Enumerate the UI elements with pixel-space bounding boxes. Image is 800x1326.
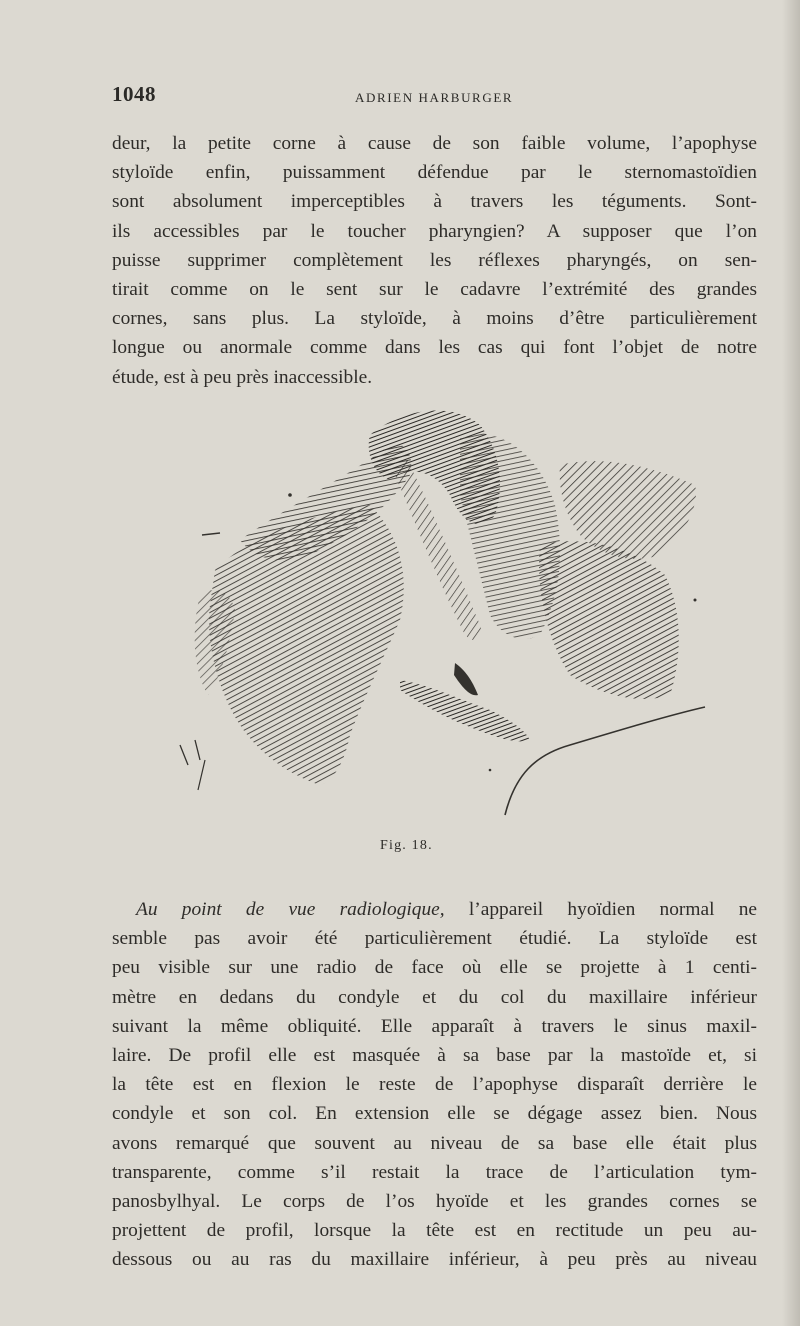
contour-line xyxy=(505,707,705,815)
text-line: la tête est en flexion le reste de l’apophyse disparaît derrière le xyxy=(112,1074,757,1096)
text-line: étude, est à peu près inaccessible. xyxy=(112,366,373,388)
italic-lead: Au point de vue radiologique, xyxy=(136,899,445,920)
text-line: cornes, sans plus. La styloïde, à moins d’être particulièrement xyxy=(112,308,757,330)
text-line: suivant la même obliquité. Elle apparaît à travers le sinus maxil- xyxy=(112,1015,757,1037)
text-line: dessous ou au ras du maxillaire inférieur, à peu près au niveau xyxy=(112,1249,757,1271)
lead-rest: l’appareil hyoïdien normal ne xyxy=(444,899,758,920)
text-line: transparente, comme s’il restait la trace de l’articulation tym- xyxy=(112,1161,757,1183)
figure-18-illustration xyxy=(160,395,710,825)
hatched-region-right-lower xyxy=(539,541,679,699)
text-line: deur, la petite corne à cause de son faible volume, l’apophyse xyxy=(112,133,757,154)
text-line: projettent de profil, lorsque la tête est en rectitude un peu au- xyxy=(112,1220,757,1242)
paragraph-2 xyxy=(112,895,757,1275)
text-line-first xyxy=(112,895,757,924)
page-number: 1048 xyxy=(112,82,156,106)
text-line: panosbylhyal. Le corps de l’os hyoïde et les grandes cornes se xyxy=(112,1191,757,1213)
text-line: mètre en dedans du condyle et du col du maxillaire inférieur xyxy=(112,986,757,1008)
text-line: semble pas avoir été particulièrement étudié. La styloïde est xyxy=(112,928,757,950)
text-line: ils accessibles par le toucher pharyngien? A supposer que l’on xyxy=(112,220,757,242)
text-line: styloïde enfin, puissamment défendue par le sternomastoïdien xyxy=(112,162,757,184)
figure-caption: Fig. 18. xyxy=(380,838,433,853)
page-header xyxy=(112,82,757,112)
paragraph-1 xyxy=(112,129,757,392)
text-line: tirait comme on le sent sur le cadavre l’extrémité des grandes xyxy=(112,279,757,301)
text-line: laire. De profil elle est masquée à sa base par la mastoïde et, si xyxy=(112,1045,757,1067)
text-line: condyle et son col. En extension elle se dégage assez bien. Nous xyxy=(112,1103,757,1125)
text-line: avons remarqué que souvent au niveau de sa base elle était plus xyxy=(112,1132,757,1154)
page-edge-shadow xyxy=(782,0,800,1326)
text-line: peu visible sur une radio de face où elle se projette à 1 centi- xyxy=(112,957,757,979)
running-head: ADRIEN HARBURGER xyxy=(355,90,514,105)
text-line: longue ou anormale comme dans les cas qui font l’objet de notre xyxy=(112,337,757,359)
text-line: sont absolument imperceptibles à travers les téguments. Sont- xyxy=(112,191,757,213)
hatched-region-hyoid-hook xyxy=(454,663,478,695)
text-line: puisse supprimer complètement les réflexes pharyngés, on sen- xyxy=(112,249,757,271)
